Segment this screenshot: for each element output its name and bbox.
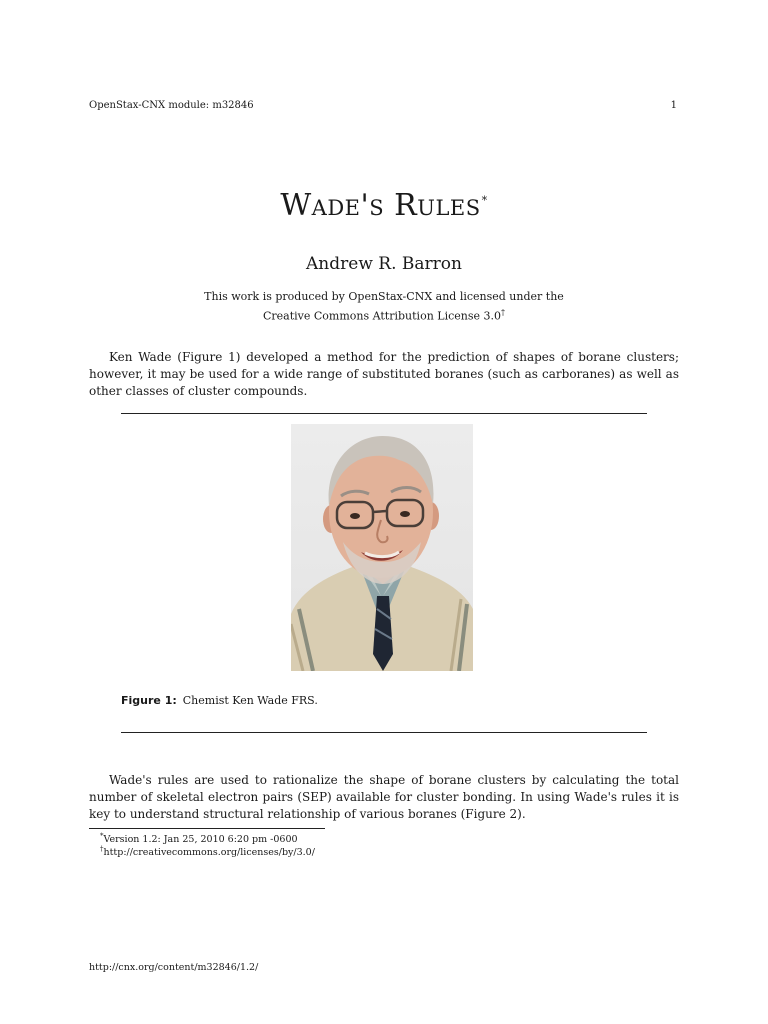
- document-title: [0, 188, 768, 223]
- footnote-version-text: Version 1.2: Jan 25, 2010 6:20 pm -0600: [103, 834, 298, 846]
- license-line-1: This work is produced by OpenStax-CNX and licensed under the: [204, 290, 564, 303]
- author-name: Andrew R. Barron: [306, 254, 462, 274]
- footnote-license: [100, 845, 315, 858]
- page-number: 1: [670, 100, 677, 111]
- figure-top-rule: [121, 413, 647, 414]
- footnote-license-marker: †: [100, 845, 104, 853]
- wades-rules-paragraph: Wade's rules are used to rationalize the shape of borane clusters by calculating the total number of skeletal electron pairs (SEP) available for cluster bonding. In using Wade's rules it is key to understand structural relationship of various boranes (Figure 2).: [89, 773, 679, 821]
- license-footnote-marker[interactable]: †: [501, 308, 505, 317]
- running-header: OpenStax-CNX module: m32846: [89, 100, 254, 111]
- figure-bottom-rule: [121, 732, 647, 733]
- figure-caption-text: Chemist Ken Wade FRS.: [182, 694, 318, 707]
- license-text: Creative Commons Attribution License 3.0: [262, 309, 501, 323]
- portrait-illustration: [291, 424, 473, 671]
- footnote-license-link[interactable]: http://creativecommons.org/licenses/by/3.0/: [103, 847, 315, 859]
- figure-label: Figure 1:: [121, 694, 177, 707]
- portrait-photo: [291, 424, 473, 671]
- footnote-version: [100, 832, 298, 845]
- title-text: Wade's Rules: [280, 188, 481, 223]
- footnote-rule: [89, 828, 325, 829]
- title-footnote-marker[interactable]: *: [481, 194, 488, 207]
- footnote-version-marker: *: [100, 832, 104, 840]
- figure-caption: [121, 694, 318, 707]
- intro-paragraph: Ken Wade (Figure 1) developed a method for the prediction of shapes of borane clusters; however, it may be used for a wide range of substituted boranes (such as carboranes) as well as other classes of cluster compounds.: [89, 350, 679, 398]
- footer-url[interactable]: http://cnx.org/content/m32846/1.2/: [89, 962, 259, 973]
- license-line-2: [0, 305, 768, 325]
- license-notice: [0, 289, 768, 325]
